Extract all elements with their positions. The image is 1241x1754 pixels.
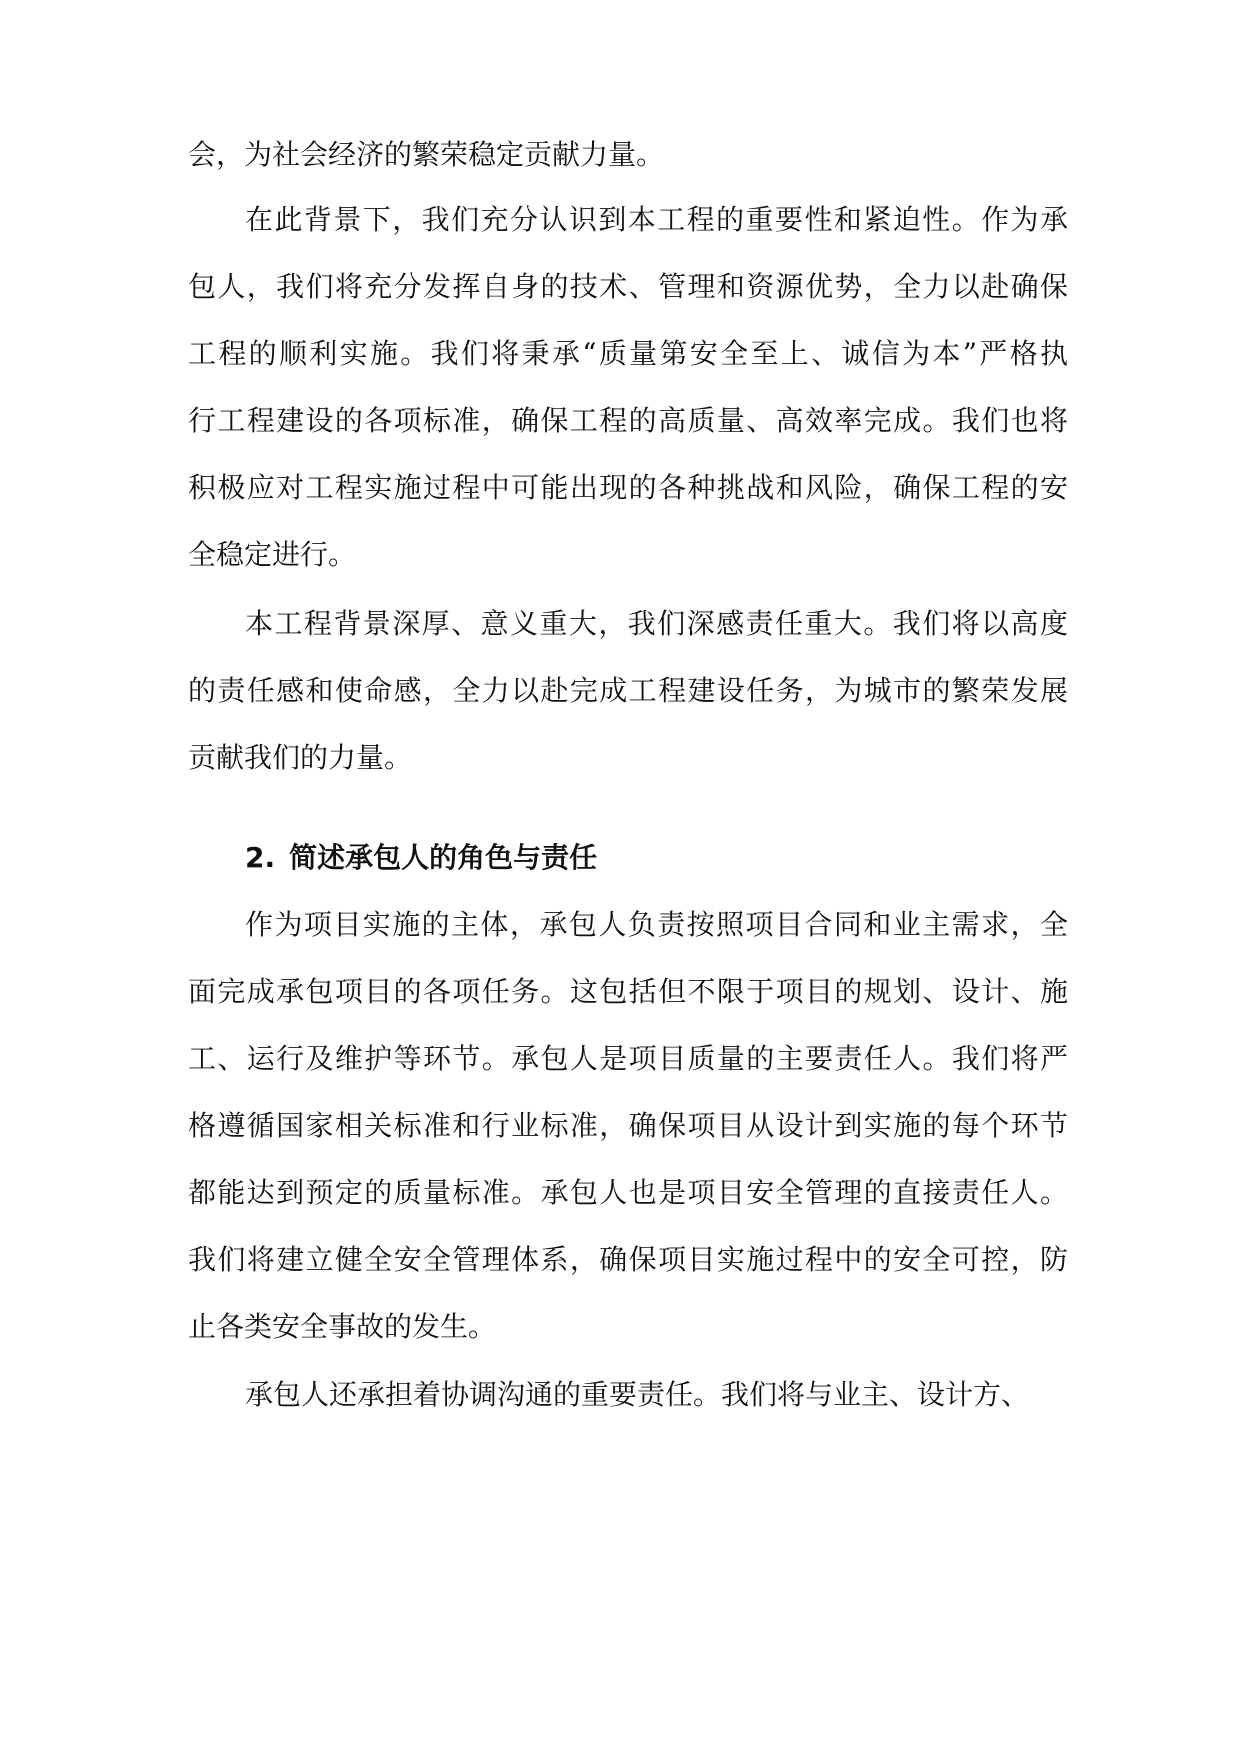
paragraph-2-line-3: 工程的顺利实施。我们将秉承“质量第安全至上、诚信为本”严格执 xyxy=(188,337,1071,370)
section-heading xyxy=(245,836,597,880)
paragraph-3-line-3: 贡献我们的力量。 xyxy=(188,741,413,774)
paragraph-2-line-2: 包人，我们将充分发挥自身的技术、管理和资源优势，全力以赴确保 xyxy=(188,270,1070,303)
paragraph-4-line-3: 工、运行及维护等环节。承包人是项目质量的主要责任人。我们将严 xyxy=(188,1042,1070,1075)
paragraph-3-line-2: 的责任感和使命感，全力以赴完成工程建设任务，为城市的繁荣发展 xyxy=(188,674,1070,707)
paragraph-4-line-2: 面完成承包项目的各项任务。这包括但不限于项目的规划、设计、施 xyxy=(188,975,1070,1008)
paragraph-2-line-6: 全稳定进行。 xyxy=(188,538,357,571)
paragraph-4-line-1: 作为项目实施的主体，承包人负责按照项目合同和业主需求，全 xyxy=(245,908,1070,941)
paragraph-2-line-4: 行工程建设的各项标准，确保工程的高质量、高效率完成。我们也将 xyxy=(188,404,1070,437)
paragraph-1-line-1: 会，为社会经济的繁荣稳定贡献力量。 xyxy=(188,138,665,171)
paragraph-3-line-1: 本工程背景深厚、意义重大，我们深感责任重大。我们将以高度 xyxy=(245,607,1070,640)
paragraph-2-line-5: 积极应对工程实施过程中可能出现的各种挑战和风险，确保工程的安 xyxy=(188,471,1070,504)
section-title: 简述承包人的角色与责任 xyxy=(289,841,598,874)
paragraph-5-line-1: 承包人还承担着协调沟通的重要责任。我们将与业主、设计方、 xyxy=(245,1378,1030,1411)
paragraph-4-line-7: 止各类安全事故的发生。 xyxy=(188,1310,497,1343)
paragraph-4-line-5: 都能达到预定的质量标准。承包人也是项目安全管理的直接责任人。 xyxy=(188,1176,1070,1209)
paragraph-2-line-1: 在此背景下，我们充分认识到本工程的重要性和紧迫性。作为承 xyxy=(245,203,1070,236)
section-number: 2. xyxy=(245,841,276,874)
paragraph-4-line-6: 我们将建立健全安全管理体系，确保项目实施过程中的安全可控，防 xyxy=(188,1243,1070,1276)
paragraph-4-line-4: 格遵循国家相关标准和行业标准，确保项目从设计到实施的每个环节 xyxy=(188,1109,1070,1142)
